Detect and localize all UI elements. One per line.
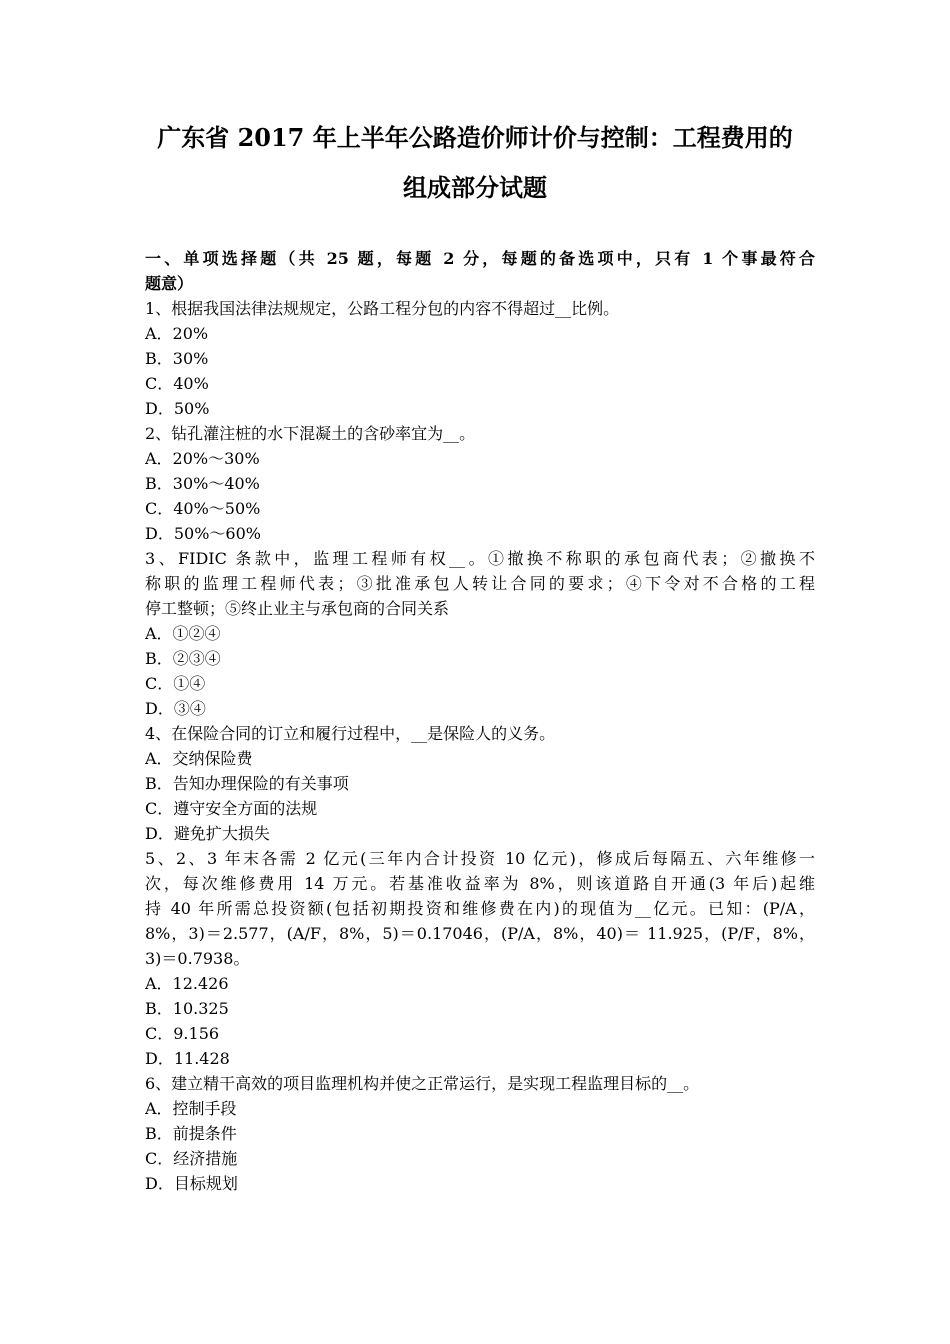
question-5-stem-line-5: 3)＝0.7938。: [145, 949, 250, 968]
question-4-option-d: D．避免扩大损失: [145, 824, 270, 843]
document-title-line-2: 组成部分试题: [403, 173, 547, 202]
question-6-stem: 6、建立精干高效的项目监理机构并使之正常运行，是实现工程监理目标的__。: [145, 1074, 700, 1093]
question-4-option-c: C．遵守安全方面的法规: [145, 799, 318, 818]
question-3-option-a: A．①②④: [145, 624, 221, 643]
question-2-option-a: A．20%～30%: [145, 449, 260, 468]
question-5-option-c: C．9.156: [145, 1024, 220, 1043]
section-heading-line-2: 题意）: [145, 274, 194, 293]
question-5-stem-line-2: 次，每次维修费用 14 万元。若基准收益率为 8%，则该道路自开通(3 年后)起维: [145, 874, 815, 893]
question-3-stem-line-1: 3、FIDIC 条款中，监理工程师有权__。①撤换不称职的承包商代表；②撤换不: [145, 549, 815, 568]
question-1-option-c: C．40%: [145, 374, 209, 393]
question-4-stem: 4、在保险合同的订立和履行过程中，__是保险人的义务。: [145, 724, 556, 743]
question-2-option-c: C．40%～50%: [145, 499, 261, 518]
question-2-option-b: B．30%～40%: [145, 474, 260, 493]
question-6-option-a: A．控制手段: [145, 1099, 237, 1118]
question-5-option-b: B．10.325: [145, 999, 229, 1018]
question-3-option-c: C．①④: [145, 674, 206, 693]
question-3-option-d: D．③④: [145, 699, 206, 718]
question-3-stem-line-2: 称职的监理工程师代表；③批准承包人转让合同的要求；④下令对不合格的工程: [145, 574, 815, 593]
question-1-option-d: D．50%: [145, 399, 210, 418]
question-6-option-b: B．前提条件: [145, 1124, 237, 1143]
question-2-stem: 2、钻孔灌注桩的水下混凝土的含砂率宜为__。: [145, 424, 476, 443]
question-3-option-b: B．②③④: [145, 649, 221, 668]
question-1-stem: 1、根据我国法律法规规定，公路工程分包的内容不得超过__比例。: [145, 299, 620, 318]
question-5-option-a: A．12.426: [145, 974, 229, 993]
question-1-option-a: A．20%: [145, 324, 209, 343]
question-4-option-a: A．交纳保险费: [145, 749, 253, 768]
question-5-option-d: D．11.428: [145, 1049, 230, 1068]
question-5-stem-line-3: 持 40 年所需总投资额(包括初期投资和维修费在内)的现值为__亿元。已知：(P/A，: [145, 899, 815, 918]
document-title-line-1: 广东省 2017 年上半年公路造价师计价与控制：工程费用的: [157, 123, 793, 152]
question-6-option-d: D．目标规划: [145, 1174, 238, 1193]
question-3-stem-line-3: 停工整顿；⑤终止业主与承包商的合同关系: [145, 599, 450, 618]
question-5-stem-line-1: 5、2、3 年末各需 2 亿元(三年内合计投资 10 亿元)，修成后每隔五、六年维修一: [145, 849, 815, 868]
question-5-stem-line-4: 8%，3)＝2.577，(A/F，8%，5)＝0.17046，(P/A，8%，40)＝ 11.925，(P/F，8%，: [145, 924, 815, 943]
question-1-option-b: B．30%: [145, 349, 209, 368]
question-2-option-d: D．50%～60%: [145, 524, 261, 543]
section-heading-line-1: 一、单项选择题（共 25 题，每题 2 分，每题的备选项中，只有 1 个事最符合: [145, 249, 815, 268]
question-6-option-c: C．经济措施: [145, 1149, 238, 1168]
document-body: [145, 246, 815, 1196]
question-4-option-b: B．告知办理保险的有关事项: [145, 774, 349, 793]
